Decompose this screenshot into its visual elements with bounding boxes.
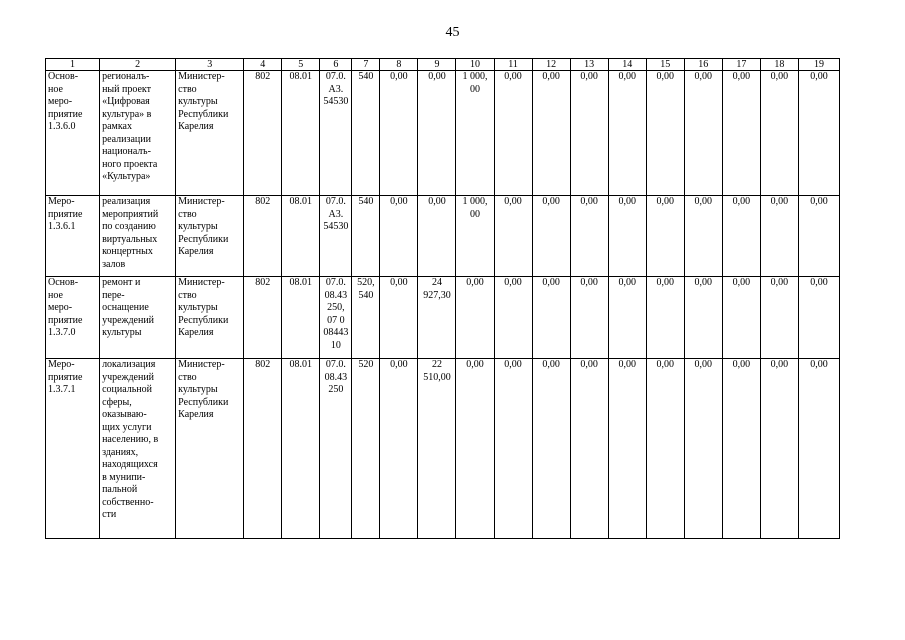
amount-cell: 0,00: [760, 196, 798, 277]
amount-cell: 0,00: [570, 277, 608, 359]
amount-cell: 0,00: [494, 196, 532, 277]
column-number: 2: [100, 59, 176, 71]
amount-cell: 0,00: [798, 196, 839, 277]
amount-cell: 0,00: [798, 277, 839, 359]
activity-code-cell: Меро- приятие 1.3.7.1: [46, 359, 100, 539]
amount-cell: 0,00: [684, 71, 722, 196]
target-article-code-cell: 07.0. 08.43 250, 07 0 08443 10: [320, 277, 352, 359]
amount-cell: 1 000, 00: [456, 196, 494, 277]
amount-cell: 0,00: [722, 71, 760, 196]
activity-code-cell: Основ- ное меро- приятие 1.3.7.0: [46, 277, 100, 359]
amount-cell: 0,00: [722, 277, 760, 359]
column-number: 13: [570, 59, 608, 71]
amount-cell: 0,00: [608, 71, 646, 196]
amount-cell: 0,00: [380, 196, 418, 277]
responsible-executor-cell: Министер- ство культуры Республики Карелия: [176, 196, 244, 277]
table-row: [46, 196, 840, 277]
table-row: [46, 71, 840, 196]
grbs-code-cell: 802: [244, 196, 282, 277]
amount-cell: 0,00: [760, 277, 798, 359]
amount-cell: 24 927,30: [418, 277, 456, 359]
column-number: 1: [46, 59, 100, 71]
amount-cell: 0,00: [456, 359, 494, 539]
amount-cell: 0,00: [608, 359, 646, 539]
activity-name-cell: регионалъ- ный проект «Цифровая культура» в рамках реализации националъ- ного проекта «Культура»: [100, 71, 176, 196]
amount-cell: 0,00: [646, 71, 684, 196]
budget-table: [45, 58, 840, 539]
section-code-cell: 08.01: [282, 196, 320, 277]
amount-cell: 0,00: [380, 71, 418, 196]
amount-cell: 0,00: [760, 71, 798, 196]
column-number: 3: [176, 59, 244, 71]
amount-cell: 0,00: [608, 277, 646, 359]
target-article-code-cell: 07.0. 08.43 250: [320, 359, 352, 539]
amount-cell: 0,00: [456, 277, 494, 359]
responsible-executor-cell: Министер- ство культуры Республики Карелия: [176, 277, 244, 359]
amount-cell: 0,00: [760, 359, 798, 539]
amount-cell: 0,00: [380, 359, 418, 539]
amount-cell: 0,00: [646, 359, 684, 539]
column-number-row: [46, 59, 840, 71]
amount-cell: 0,00: [684, 277, 722, 359]
target-article-code-cell: 07.0. А3. 54530: [320, 196, 352, 277]
expense-type-code-cell: 520, 540: [352, 277, 380, 359]
grbs-code-cell: 802: [244, 71, 282, 196]
expense-type-code-cell: 540: [352, 71, 380, 196]
amount-cell: 0,00: [722, 196, 760, 277]
amount-cell: 0,00: [798, 359, 839, 539]
column-number: 17: [722, 59, 760, 71]
column-number: 15: [646, 59, 684, 71]
amount-cell: 1 000, 00: [456, 71, 494, 196]
column-number: 7: [352, 59, 380, 71]
column-number: 19: [798, 59, 839, 71]
grbs-code-cell: 802: [244, 277, 282, 359]
amount-cell: 0,00: [494, 277, 532, 359]
column-number: 9: [418, 59, 456, 71]
amount-cell: 0,00: [684, 359, 722, 539]
column-number: 10: [456, 59, 494, 71]
section-code-cell: 08.01: [282, 71, 320, 196]
amount-cell: 0,00: [570, 359, 608, 539]
column-number: 18: [760, 59, 798, 71]
amount-cell: 22 510,00: [418, 359, 456, 539]
grbs-code-cell: 802: [244, 359, 282, 539]
activity-code-cell: Меро- приятие 1.3.6.1: [46, 196, 100, 277]
amount-cell: 0,00: [646, 196, 684, 277]
page-number: 45: [445, 25, 460, 40]
table-row: [46, 277, 840, 359]
column-number: 8: [380, 59, 418, 71]
column-number: 14: [608, 59, 646, 71]
amount-cell: 0,00: [418, 196, 456, 277]
amount-cell: 0,00: [494, 359, 532, 539]
amount-cell: 0,00: [532, 359, 570, 539]
expense-type-code-cell: 520: [352, 359, 380, 539]
column-number: 16: [684, 59, 722, 71]
amount-cell: 0,00: [532, 277, 570, 359]
amount-cell: 0,00: [532, 71, 570, 196]
activity-name-cell: локализация учреждений социальной сферы, оказываю- щих услуги населению, в зданиях, находящихся в мунипи- пальной собственно- сти: [100, 359, 176, 539]
target-article-code-cell: 07.0. А3. 54530: [320, 71, 352, 196]
activity-code-cell: Основ- ное меро- приятие 1.3.6.0: [46, 71, 100, 196]
amount-cell: 0,00: [418, 71, 456, 196]
column-number: 11: [494, 59, 532, 71]
amount-cell: 0,00: [494, 71, 532, 196]
section-code-cell: 08.01: [282, 277, 320, 359]
column-number: 5: [282, 59, 320, 71]
responsible-executor-cell: Министер- ство культуры Республики Карелия: [176, 359, 244, 539]
amount-cell: 0,00: [798, 71, 839, 196]
amount-cell: 0,00: [722, 359, 760, 539]
table-row: [46, 359, 840, 539]
column-number: 12: [532, 59, 570, 71]
amount-cell: 0,00: [380, 277, 418, 359]
column-number: 6: [320, 59, 352, 71]
activity-name-cell: реализация мероприятий по созданию виртуальных концертных залов: [100, 196, 176, 277]
amount-cell: 0,00: [684, 196, 722, 277]
amount-cell: 0,00: [532, 196, 570, 277]
amount-cell: 0,00: [608, 196, 646, 277]
activity-name-cell: ремонт и пере- оснащение учреждений культуры: [100, 277, 176, 359]
responsible-executor-cell: Министер- ство культуры Республики Карелия: [176, 71, 244, 196]
amount-cell: 0,00: [570, 196, 608, 277]
amount-cell: 0,00: [570, 71, 608, 196]
expense-type-code-cell: 540: [352, 196, 380, 277]
amount-cell: 0,00: [646, 277, 684, 359]
section-code-cell: 08.01: [282, 359, 320, 539]
column-number: 4: [244, 59, 282, 71]
